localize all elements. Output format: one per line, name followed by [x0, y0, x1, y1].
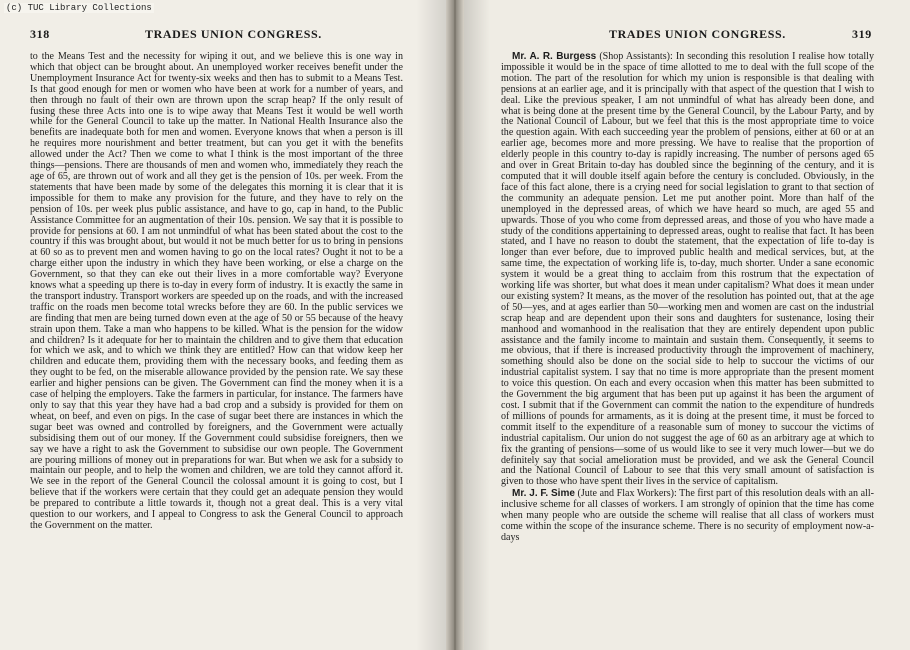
speech-sime [501, 489, 874, 544]
right-running-title: TRADES UNION CONGRESS. [609, 27, 786, 41]
right-page [464, 0, 910, 650]
speech-text: In seconding this resolution I realise how totally impossible it would be in the space of time allotted to me to deal with the full scope of the motion. The part of the resolution for which my union is responsible is that dealing with pensions at an earlier age, and it is principally with that aspect of the question that I wish to deal. Like the previous speaker, I am not unmindful of what has already been done, and what is being done at the present time by the General Council, by the Labour Party, and by the National Council of Labour, but we feel that this is the most appropriate time to voice the question again. With each succeeding year the problem of pensions, either at 60 or at an earlier age, becomes more and more pressing. We have to realise that the proportion of elderly people in this country to-day is rapidly increasing. The number of persons aged 65 and over in Great Britain to-day has doubled since the beginning of the century, and it is computed that it will double itself again before the century is concluded. Obviously, in the face of this fact alone, there is a crying need for social legislation to grant to that section of the community an adequate pension. Let me put another point. More than half of the unemployed in the depressed areas, of which we have heard so much, are aged 55 and upwards. Those of you who come from depressed areas, and those of you who have made a study of the conditions appertaining to depressed areas, ought to realise that fact. It has been stated, and I have no reason to doubt the statement, that the expectation of life to-day is longer than ever before, due to improved public health and medical services, but, at the same time, the expectation of working life is, to-day, much shorter. Under a sane economic system it would be a great thing to acclaim from this rostrum that the expectation of working life was shorter, but what does it mean under capitalism? What does it mean under our existing system? It means, as the mover of the resolution has pointed out, that at the age of 50—yes, and at ages earlier than 50—working men and women are cast on the industrial scrap heap and are dependent upon their sons and daughters for sustenance, losing their manhood and womanhood in the realisation that they are entirely dependent upon public assistance and the family income to maintain and sustain them. Consequently, it seems to me obvious, that if there is increased productivity through the improvement of machinery, something should also be done on the social side to help to succour the victims of our industrial capitalist system. I say that no time is more appropriate than the present moment to voice this question. On each and every occasion when this matter has been submitted to the Government the big argument that has been put up against it has been the argument of cost. I submit that if the Government can commit the nation to the expenditure of hundreds of millions of pounds for armaments, as it is doing at the present time, it must be forced to commit itself to the expenditure of a reasonable sum of money to succour the victims of industrial capitalism. Our union do not suggest the age of 60 as an arbitrary age at which to fix the granting of pensions—some of us would like to see it very much lower—but we do definitely say that social amelioration must be provided, and we ask the General Council and the National Council of Labour to see that this very small amount of satisfaction is given to those who have spent their lives in the service of capitalism. [501, 51, 874, 488]
left-body-text: to the Means Test and the necessity for wiping it out, and we believe this is one way in which that object can be brought about. An unemployed worker receives benefit under the Unemployment Insurance Act for twenty-six weeks and then has to submit to a Means Test. Is that good enough for men or women who have been at work for a number of years, and then through no fault of their own are thrown upon the scrap heap? If the only result of fusing these three Acts into one is to wipe away that Means Test it would be well worth while for the General Council to take up the matter. In National Health Insurance also the benefits are inadequate both for men and women. Everyone knows that when a person is ill he requires more nourishment and better treatment, but can you get it with the benefits allowed under the Act? Then we come to what I think is the most important of the three things—pensions. There are thousands of men and women who, immediately they reach the age of 65, are thrown out of work and all they get is the pension of 10s. per week. From the statements that have been made by some of the delegates this morning it is clear that it is impossible for them to make any provision for the future, and they have to rely on the pension of 10s. per week plus public assistance, and have to go, cap in hand, to the Public Assistance Committee for an augmentation of their 10s. pension. We say that it is possible to provide for pensions at 60. I am not unmindful of what has been stated about the cost to the country if this was brought about, but would it not be much better for us to bring in pensions at 60 so as to prevent men and women having to go on the local rates? Ought it not to be a charge either upon the industry in which they have been working, or else a charge on the Government, so that they can eke out their lives in a more comfortable way? Everyone knows what a speeding up there is to-day in every form of industry. It is exactly the same in the transport industry. Transport workers are speeded up on the roads, and with the increased traffic on the roads men become total wrecks before they are 60. In the public services we are finding that men are being turned down even at the age of 50 or 55 because of the heavy strain upon them. Take a man who happens to be killed. What is the pension for the widow and children? Is it adequate for her to maintain the children and to give them that education for which we ask, and to which we think they are entitled? How can that widow keep her children and educate them, providing them with the necessary books, and feeding them as they ought to be fed, on the miserable allowance provided by the pension rate. We say these earlier and higher pensions can be given. The Government can find the money when it is a case of helping the employers. Take the farmers in particular, for instance. The farmers have only to say that this year they have had a bad crop and a subsidy is provided for them on wheat, on beef, and even on pigs. In the case of sugar beet there are instances in which the sugar beet was owned and controlled by foreigners, and the Government were actually subsidising them out of our money. If the Government could subsidise foreigners, then we say we have a right to ask the Government to subsidise our own people. The Government are pouring millions of money out in preparations for war. But when we ask for a subsidy to maintain our people, and to help the women and children, we are told they cannot afford it. We see in the report of the General Council the colossal amount it is going to cost, but I believe that if the workers were certain that they could get an adequate pension they would be prepared to contribute a little towards it, though not a great deal. This is a very vital question to our workers, and I appeal to Congress to ask the General Council to approach the Government on the matter. [30, 51, 403, 531]
speech-text: The first part of this resolution deals with an all-inclusive scheme for all classes of workers. I am strongly of opinion that the time has come when many people who are outside the scheme will realise that all class of workers must come within the scope of the insurance scheme. There is no security of employment now-a-days [501, 488, 874, 543]
speaker-name: Mr. A. R. Burgess [512, 51, 597, 62]
right-body-column [501, 52, 874, 544]
speech-burgess [501, 52, 874, 488]
left-page [0, 0, 446, 650]
speaker-union: (Jute and Flax Workers): [577, 488, 677, 500]
left-running-title: TRADES UNION CONGRESS. [145, 27, 322, 41]
left-page-shadow [416, 0, 446, 650]
speaker-name: Mr. J. F. Sime [512, 488, 575, 500]
left-page-number: 318 [30, 27, 50, 41]
right-page-shadow [464, 0, 490, 650]
right-page-number: 319 [852, 27, 872, 41]
speaker-union: (Shop Assistants): [599, 51, 673, 62]
watermark: (c) TUC Library Collections [6, 3, 152, 13]
left-body-column [30, 52, 403, 532]
book-gutter [446, 0, 464, 650]
